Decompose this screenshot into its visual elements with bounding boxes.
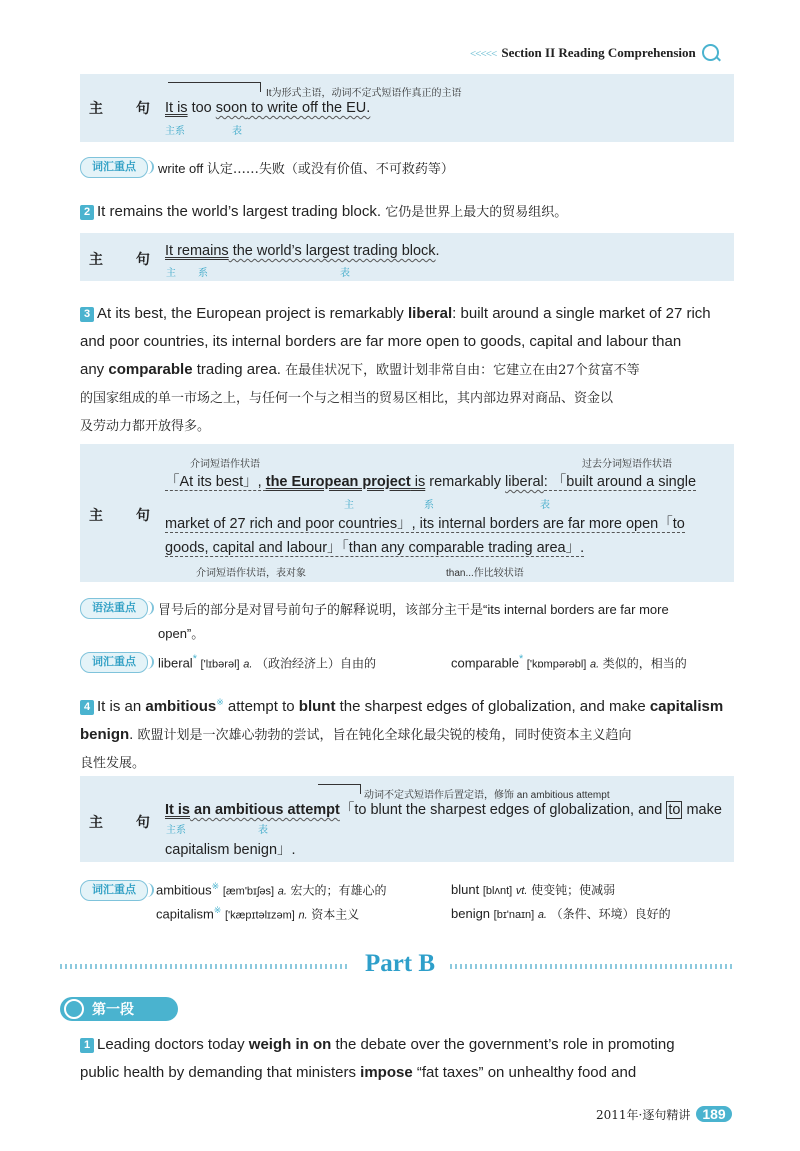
box3-line-2: market of 27 rich and poor countries」, its internal borders are far more open「to <box>165 516 685 532</box>
box1-grammar-subject: 主系 <box>165 126 185 137</box>
box3-note-bottom-1: 介词短语作状语，表对象 <box>196 568 306 579</box>
vocab-item: capitalism※ ['kæpɪtəlɪzəm] n. 资本主义 <box>156 905 360 922</box>
box4-line-2: capitalism benign」. <box>165 842 296 858</box>
header-arrows: <<<<< <box>470 48 497 60</box>
sentence-number: 1 <box>80 1038 94 1053</box>
grammar-tag: 语法重点 <box>80 598 148 619</box>
sentence-3: 3 At its best, the European project is remarkably liberal: built around a single market of 27 rich and poor countries, its internal borders are far more open to goods, capital and labour than any comparable trading area. 在最佳状况下，欧盟计划非常自由：它建立在由27个贫富不等 的国家组成的单一市场之上，与任何一个与之相当的贸易区相比，其内部边界对商品、资金以 及劳动力都开放得多。 <box>80 305 711 434</box>
vocab-item: liberal* ['lɪbərəl] a. （政治经济上）自由的 <box>158 653 377 671</box>
page-footer: 2011年·逐句精讲 189 <box>596 1106 732 1123</box>
box4-line-1: It is an ambitious attempt「to blunt the sharpest edges of globalization, and to make <box>165 802 722 818</box>
box2-grammar-predicative: 表 <box>340 268 350 279</box>
box1-grammar-predicative: 表 <box>232 126 242 137</box>
box3-grammar-link: 系 <box>424 500 434 511</box>
grammar-note-line-2: open”。 <box>158 626 205 641</box>
box3-grammar-predicative: 表 <box>540 500 550 511</box>
box4-note: 动词不定式短语作后置定语，修饰 an ambitious attempt <box>364 790 610 801</box>
box4-grammar-predicative: 表 <box>258 825 268 836</box>
main-clause-label: 主 句 <box>89 815 164 831</box>
sentence-part-b-1: 1 Leading doctors today weigh in on the debate over the government’s role in promoting public health by demanding that ministers impose “fat taxes” on unhealthy food and <box>80 1036 675 1081</box>
divider <box>60 964 350 969</box>
vocab-tag: 词汇重点 <box>80 157 148 178</box>
vocab-item: benign [bɪ'naɪn] a. （条件、环境）良好的 <box>451 906 671 921</box>
vocab-tag: 词汇重点 <box>80 652 148 673</box>
main-clause-label: 主 句 <box>89 508 164 524</box>
box3-note-left: 介词短语作状语 <box>190 459 260 470</box>
annotation-bracket <box>318 784 361 794</box>
search-q-icon <box>702 44 719 61</box>
sentence-number: 2 <box>80 205 94 220</box>
box3-grammar-subject: 主 <box>344 500 354 511</box>
box1-sentence: It is too soon to write off the EU. <box>165 100 371 116</box>
main-clause-label: 主 句 <box>89 252 164 268</box>
part-title: Part B <box>353 950 447 978</box>
box3-line-1: 「At its best」, the European project is remarkably liberal: 「built around a single <box>165 474 697 490</box>
box2-sentence: It remains the world’s largest trading block. <box>165 243 440 259</box>
vocab-tag: 词汇重点 <box>80 880 148 901</box>
box2-grammar-subject: 主 <box>166 268 176 279</box>
sentence-4: 4 It is an ambitious※ attempt to blunt the sharpest edges of globalization, and make capitalism benign. 欧盟计划是一次雄心勃勃的尝试，旨在钝化全球化最尖锐的棱角，同时使资本主义趋向 良性发展。 <box>80 697 724 771</box>
part-b-heading <box>0 950 800 978</box>
vocab-item: ambitious※ [æm'bɪʃəs] a. 宏大的；有雄心的 <box>156 881 387 898</box>
grammar-note-line-1: 冒号后的部分是对冒号前句子的解释说明，该部分主干是“its internal borders are far more <box>158 602 669 617</box>
main-clause-label: 主 句 <box>89 101 164 117</box>
sentence-number: 4 <box>80 700 94 715</box>
box3-note-right: 过去分词短语作状语 <box>582 459 672 470</box>
box1-note: It为形式主语，动词不定式短语作真正的主语 <box>266 88 462 99</box>
sentence-2: 2 It remains the world’s largest trading block. 它仍是世界上最大的贸易组织。 <box>80 198 735 227</box>
vocab-item: blunt [blʌnt] vt. 使变钝；使减弱 <box>451 882 616 897</box>
box3-line-3: goods, capital and labour」「than any comparable trading area」. <box>165 540 585 556</box>
divider <box>450 964 735 969</box>
header-title: Section II Reading Comprehension <box>501 45 696 60</box>
box2-grammar-link: 系 <box>198 268 208 279</box>
vocab-item: write off 认定……失败（或没有价值、不可救药等） <box>158 161 454 177</box>
section-pill: 第一段 <box>60 997 178 1021</box>
running-header <box>470 44 719 61</box>
box4-grammar-subject: 主系 <box>166 825 186 836</box>
annotation-bracket <box>168 82 261 92</box>
search-q-icon <box>64 999 84 1019</box>
vocab-item: comparable* ['kɒmpərəbl] a. 类似的，相当的 <box>451 653 687 671</box>
box3-note-bottom-2: than...作比较状语 <box>446 568 524 579</box>
page-number: 189 <box>696 1106 731 1122</box>
sentence-number: 3 <box>80 307 94 322</box>
